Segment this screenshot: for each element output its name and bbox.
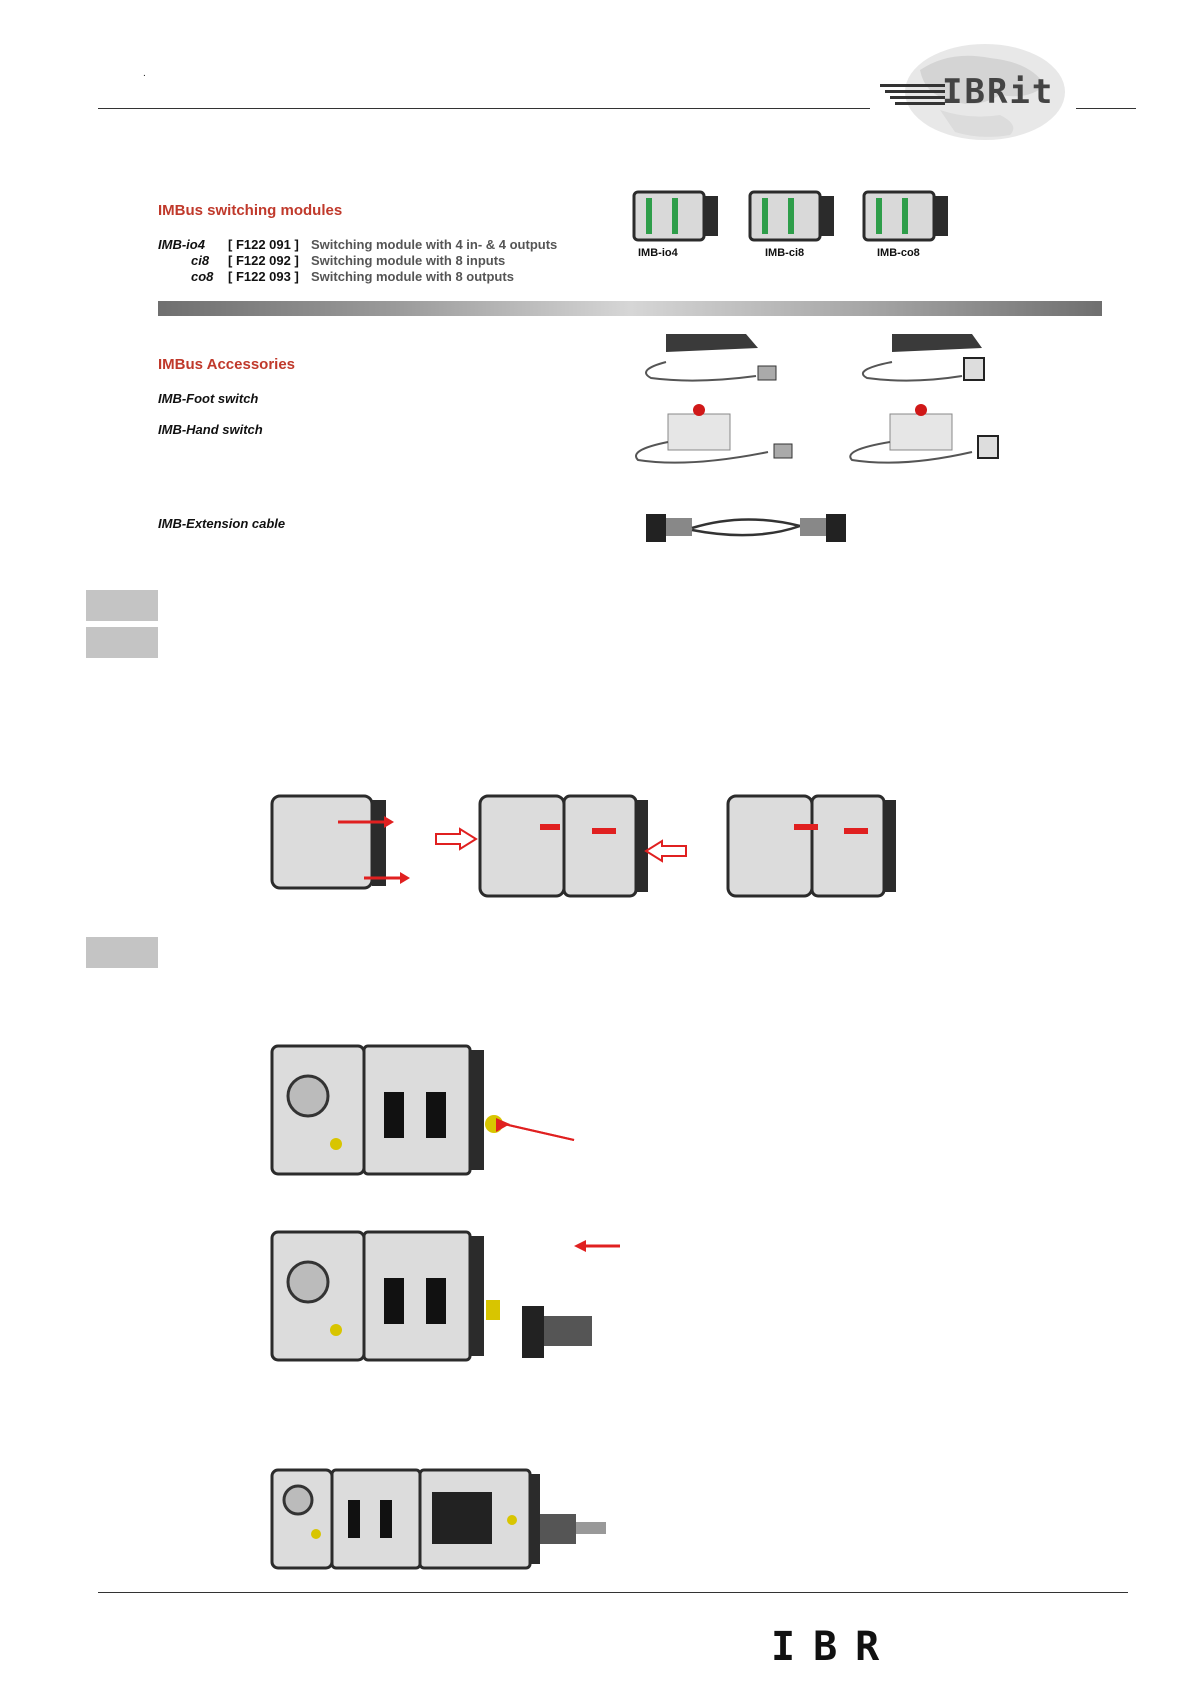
module-desc-co8: Switching module with 8 outputs (311, 269, 514, 284)
module-name-io4: IMB-io4 (158, 237, 205, 252)
section-marker-1 (86, 590, 158, 621)
hand-switch-image-2 (842, 402, 1012, 468)
accessories-title: IMBus Accessories (158, 356, 296, 373)
section-marker-2 (86, 627, 158, 658)
module-name-co8: co8 (191, 269, 214, 284)
insert-arrow-left (434, 828, 478, 850)
assembly-step-2-image (476, 792, 650, 902)
section-divider-bar (158, 301, 1102, 316)
hand-switch-image-1 (628, 402, 798, 468)
module-code-ci8: [ F122 092 ] (228, 253, 299, 268)
module-image-ci8 (748, 186, 838, 246)
module-name-ci8: ci8 (191, 253, 210, 268)
module-image-io4 (632, 186, 722, 246)
accessory-foot-switch: IMB-Foot switch (158, 391, 259, 406)
product-label-ci8: IMB-ci8 (765, 247, 805, 259)
accessory-hand-switch: IMB-Hand switch (158, 422, 263, 437)
header-rule (98, 108, 870, 109)
header-rule-right (1076, 108, 1136, 109)
accessory-extension-cable: IMB-Extension cable (158, 516, 286, 531)
product-label-co8: IMB-co8 (877, 247, 920, 259)
footer-rule (98, 1592, 1128, 1593)
company-logo (880, 40, 1070, 146)
foot-switch-image-1 (636, 330, 786, 386)
module-image-co8 (862, 186, 952, 246)
module-front-view-2 (268, 1226, 648, 1366)
header-dot: . (143, 68, 146, 79)
logo-text: IBRit (942, 72, 1055, 112)
extension-cable-image (644, 508, 850, 548)
module-front-view-1 (268, 1040, 588, 1180)
switching-modules-title: IMBus switching modules (158, 202, 343, 219)
section-marker-3 (86, 937, 158, 968)
foot-switch-image-2 (852, 330, 1002, 386)
insert-arrow-right (644, 840, 688, 862)
assembly-step-1-image (268, 788, 414, 898)
footer-logo: IBR (771, 1624, 898, 1670)
module-desc-io4: Switching module with 4 in- & 4 outputs (311, 237, 558, 252)
product-label-io4: IMB-io4 (638, 247, 678, 259)
module-desc-ci8: Switching module with 8 inputs (311, 253, 506, 268)
module-code-co8: [ F122 093 ] (228, 269, 299, 284)
assembly-step-3-image (724, 792, 898, 902)
module-code-io4: [ F122 091 ] (228, 237, 299, 252)
module-assembled-view (268, 1464, 648, 1574)
